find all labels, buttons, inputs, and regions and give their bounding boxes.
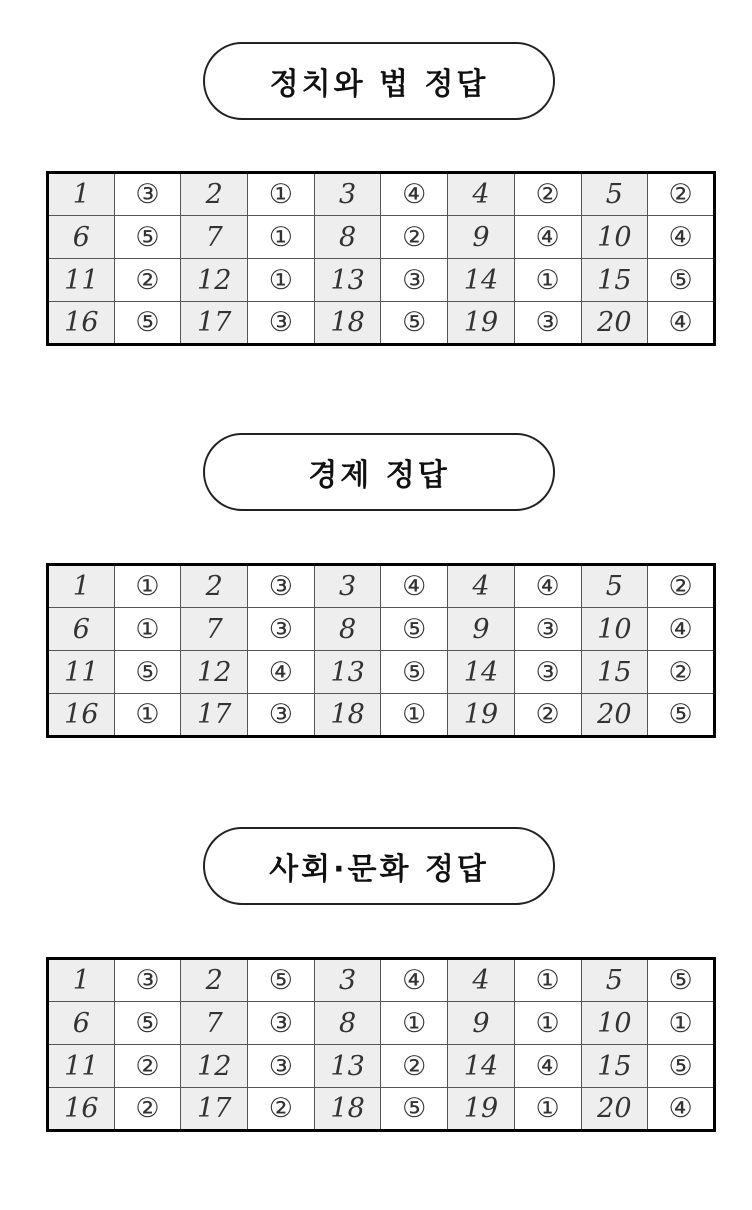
question-number: 7 bbox=[181, 1002, 248, 1045]
answer-choice: ③ bbox=[514, 608, 581, 651]
answer-choice: ③ bbox=[248, 1002, 315, 1045]
question-number: 2 bbox=[181, 173, 248, 216]
answer-choice: ⑤ bbox=[648, 259, 715, 302]
table-row bbox=[48, 1045, 715, 1088]
question-number: 3 bbox=[314, 959, 381, 1002]
question-number: 14 bbox=[448, 259, 515, 302]
answer-choice: ④ bbox=[648, 216, 715, 259]
question-number: 11 bbox=[48, 259, 115, 302]
answer-choice: ⑤ bbox=[114, 302, 181, 345]
question-number: 16 bbox=[48, 1088, 115, 1131]
section-title-box bbox=[203, 433, 555, 511]
answer-choice: ① bbox=[248, 173, 315, 216]
question-number: 16 bbox=[48, 694, 115, 737]
question-number: 8 bbox=[314, 216, 381, 259]
section-title-box bbox=[203, 827, 555, 905]
question-number: 19 bbox=[448, 1088, 515, 1131]
question-number: 7 bbox=[181, 608, 248, 651]
question-number: 18 bbox=[314, 694, 381, 737]
table-row bbox=[48, 1088, 715, 1131]
table-row bbox=[48, 259, 715, 302]
table-row bbox=[48, 651, 715, 694]
question-number: 20 bbox=[581, 694, 648, 737]
answer-choice: ③ bbox=[514, 651, 581, 694]
answer-choice: ① bbox=[114, 565, 181, 608]
question-number: 17 bbox=[181, 694, 248, 737]
question-number: 18 bbox=[314, 302, 381, 345]
question-number: 20 bbox=[581, 302, 648, 345]
question-number: 8 bbox=[314, 1002, 381, 1045]
answer-choice: ④ bbox=[514, 565, 581, 608]
question-number: 5 bbox=[581, 173, 648, 216]
answer-choice: ⑤ bbox=[381, 1088, 448, 1131]
question-number: 2 bbox=[181, 565, 248, 608]
question-number: 14 bbox=[448, 651, 515, 694]
answer-choice: ① bbox=[248, 259, 315, 302]
answer-choice: ① bbox=[514, 1002, 581, 1045]
question-number: 9 bbox=[448, 608, 515, 651]
question-number: 5 bbox=[581, 565, 648, 608]
answer-choice: ④ bbox=[381, 565, 448, 608]
answer-choice: ② bbox=[381, 1045, 448, 1088]
answer-choice: ② bbox=[114, 1045, 181, 1088]
question-number: 10 bbox=[581, 216, 648, 259]
question-number: 6 bbox=[48, 608, 115, 651]
answer-table bbox=[46, 171, 716, 346]
answer-choice: ③ bbox=[114, 173, 181, 216]
answer-choice: ② bbox=[514, 694, 581, 737]
answer-choice: ④ bbox=[514, 216, 581, 259]
answer-choice: ② bbox=[114, 1088, 181, 1131]
answer-choice: ③ bbox=[114, 959, 181, 1002]
answer-choice: ④ bbox=[381, 959, 448, 1002]
question-number: 5 bbox=[581, 959, 648, 1002]
answer-choice: ④ bbox=[381, 173, 448, 216]
question-number: 13 bbox=[314, 259, 381, 302]
section-title: 사회·문화 정답 bbox=[269, 852, 489, 887]
answer-choice: ① bbox=[514, 959, 581, 1002]
question-number: 6 bbox=[48, 1002, 115, 1045]
answer-choice: ③ bbox=[248, 565, 315, 608]
question-number: 11 bbox=[48, 1045, 115, 1088]
answer-choice: ① bbox=[114, 694, 181, 737]
answer-choice: ② bbox=[248, 1088, 315, 1131]
table-row bbox=[48, 959, 715, 1002]
question-number: 15 bbox=[581, 259, 648, 302]
answer-choice: ⑤ bbox=[648, 694, 715, 737]
question-number: 17 bbox=[181, 1088, 248, 1131]
answer-choice: ④ bbox=[648, 608, 715, 651]
table-row bbox=[48, 694, 715, 737]
answer-choice: ⑤ bbox=[248, 959, 315, 1002]
question-number: 2 bbox=[181, 959, 248, 1002]
answer-choice: ⑤ bbox=[114, 1002, 181, 1045]
answer-choice: ⑤ bbox=[648, 1045, 715, 1088]
answer-choice: ④ bbox=[648, 1088, 715, 1131]
question-number: 11 bbox=[48, 651, 115, 694]
answer-choice: ⑤ bbox=[114, 651, 181, 694]
answer-choice: ① bbox=[648, 1002, 715, 1045]
answer-choice: ② bbox=[648, 651, 715, 694]
section-title-box bbox=[203, 42, 555, 120]
question-number: 10 bbox=[581, 1002, 648, 1045]
answer-choice: ① bbox=[248, 216, 315, 259]
question-number: 13 bbox=[314, 651, 381, 694]
answer-choice: ② bbox=[381, 216, 448, 259]
question-number: 15 bbox=[581, 651, 648, 694]
answer-choice: ② bbox=[648, 173, 715, 216]
answer-choice: ② bbox=[514, 173, 581, 216]
answer-choice: ③ bbox=[514, 302, 581, 345]
question-number: 17 bbox=[181, 302, 248, 345]
question-number: 3 bbox=[314, 565, 381, 608]
table-row bbox=[48, 1002, 715, 1045]
answer-choice: ② bbox=[114, 259, 181, 302]
answer-choice: ⑤ bbox=[381, 651, 448, 694]
question-number: 9 bbox=[448, 1002, 515, 1045]
question-number: 18 bbox=[314, 1088, 381, 1131]
answer-choice: ① bbox=[514, 1088, 581, 1131]
answer-choice: ① bbox=[381, 1002, 448, 1045]
answer-choice: ⑤ bbox=[648, 959, 715, 1002]
question-number: 15 bbox=[581, 1045, 648, 1088]
answer-choice: ③ bbox=[248, 608, 315, 651]
answer-choice: ④ bbox=[648, 302, 715, 345]
table-row bbox=[48, 216, 715, 259]
question-number: 20 bbox=[581, 1088, 648, 1131]
question-number: 1 bbox=[48, 959, 115, 1002]
answer-choice: ① bbox=[514, 259, 581, 302]
question-number: 1 bbox=[48, 173, 115, 216]
answer-choice: ① bbox=[114, 608, 181, 651]
table-row bbox=[48, 302, 715, 345]
answer-choice: ③ bbox=[381, 259, 448, 302]
answer-choice: ④ bbox=[514, 1045, 581, 1088]
question-number: 8 bbox=[314, 608, 381, 651]
question-number: 14 bbox=[448, 1045, 515, 1088]
question-number: 4 bbox=[448, 959, 515, 1002]
question-number: 13 bbox=[314, 1045, 381, 1088]
question-number: 16 bbox=[48, 302, 115, 345]
question-number: 4 bbox=[448, 173, 515, 216]
question-number: 12 bbox=[181, 651, 248, 694]
answer-choice: ② bbox=[648, 565, 715, 608]
question-number: 1 bbox=[48, 565, 115, 608]
question-number: 6 bbox=[48, 216, 115, 259]
answer-choice: ⑤ bbox=[381, 302, 448, 345]
answer-choice: ③ bbox=[248, 694, 315, 737]
answer-choice: ③ bbox=[248, 1045, 315, 1088]
section-title: 경제 정답 bbox=[308, 458, 450, 493]
answer-table bbox=[46, 957, 716, 1132]
answer-choice: ① bbox=[381, 694, 448, 737]
question-number: 19 bbox=[448, 694, 515, 737]
question-number: 9 bbox=[448, 216, 515, 259]
question-number: 12 bbox=[181, 259, 248, 302]
answer-choice: ③ bbox=[248, 302, 315, 345]
answer-choice: ⑤ bbox=[381, 608, 448, 651]
answer-choice: ④ bbox=[248, 651, 315, 694]
section-title: 정치와 법 정답 bbox=[269, 67, 489, 102]
table-row bbox=[48, 565, 715, 608]
question-number: 19 bbox=[448, 302, 515, 345]
question-number: 10 bbox=[581, 608, 648, 651]
question-number: 12 bbox=[181, 1045, 248, 1088]
question-number: 7 bbox=[181, 216, 248, 259]
question-number: 4 bbox=[448, 565, 515, 608]
answer-choice: ⑤ bbox=[114, 216, 181, 259]
answer-table bbox=[46, 563, 716, 738]
question-number: 3 bbox=[314, 173, 381, 216]
table-row bbox=[48, 608, 715, 651]
table-row bbox=[48, 173, 715, 216]
